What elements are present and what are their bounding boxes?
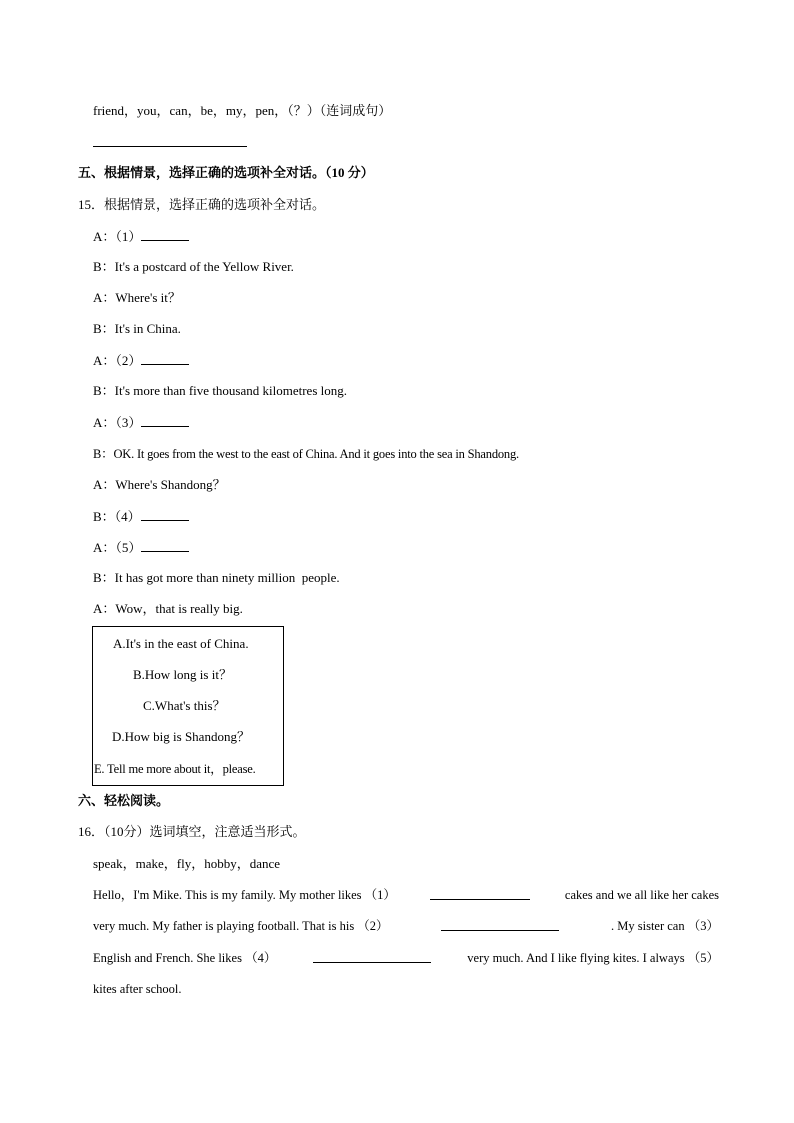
dialogue-text: OK. It goes from the west to the east of China. And it goes into the sea in Shandong. [113, 447, 519, 461]
passage-blank-1[interactable] [430, 887, 530, 900]
passage-text: Hello，I'm Mike. This is my family. My mother likes （1） [93, 888, 396, 902]
answer-blank-5[interactable] [141, 539, 189, 552]
dialogue-line-1 [93, 228, 189, 245]
option-e: E. Tell me more about it，please. [94, 762, 256, 776]
dialogue-line-11 [93, 539, 189, 556]
dialogue-line-7 [93, 414, 189, 431]
dialogue-line-12 [93, 570, 340, 586]
option-d: D.How big is Shandong？ [112, 729, 250, 744]
option-b: B.How long is it？ [133, 667, 232, 682]
passage-text: very much. And I like flying kites. I always （5） [467, 951, 719, 965]
dialogue-text: （2） [115, 353, 142, 368]
q14-words: friend，you，can，be，my，pen，（？）（连词成句） [93, 103, 392, 118]
answer-blank-1[interactable] [141, 228, 189, 241]
dialogue-text: （5） [115, 540, 142, 555]
speaker: A： [93, 601, 116, 616]
dialogue-text: Where's it？ [115, 290, 181, 305]
passage-text: English and French. She likes （4） [93, 951, 277, 965]
speaker: B： [93, 383, 115, 398]
passage-line-2 [93, 918, 719, 934]
speaker: B： [93, 447, 114, 461]
option-a: A.It's in the east of China. [113, 636, 249, 651]
q14-answer-line[interactable] [93, 146, 247, 147]
dialogue-line-6 [93, 383, 347, 399]
section5-heading: 五、根据情景，选择正确的选项补全对话。（10 分） [78, 165, 374, 180]
options-box [92, 626, 284, 786]
passage-text: very much. My father is playing football. That is his （2） [93, 919, 389, 933]
dialogue-line-10 [93, 508, 189, 525]
dialogue-text: Where's Shandong？ [115, 477, 226, 492]
passage-blank-4[interactable] [313, 950, 431, 963]
dialogue-text: It's a postcard of the Yellow River. [114, 259, 294, 274]
dialogue-line-9 [93, 477, 226, 493]
dialogue-text: It has got more than ninety million people. [114, 570, 340, 585]
passage-line-3 [93, 950, 719, 966]
q15-prompt: 15．根据情景，选择正确的选项补全对话。 [78, 197, 326, 212]
dialogue-line-13 [93, 601, 243, 617]
q16-prompt: 16．（10分）选词填空，注意适当形式。 [78, 824, 306, 839]
dialogue-line-8 [93, 446, 519, 462]
passage-text: . My sister can （3） [611, 919, 719, 933]
passage-line-4: kites after school. [93, 982, 182, 996]
answer-blank-2[interactable] [141, 352, 189, 365]
section6-heading: 六、轻松阅读。 [78, 793, 170, 808]
passage-line-1 [93, 887, 719, 903]
dialogue-text: （1） [115, 229, 142, 244]
speaker: A： [93, 415, 116, 430]
speaker: A： [93, 353, 116, 368]
dialogue-text: （4） [114, 509, 141, 524]
speaker: B： [93, 509, 115, 524]
answer-blank-4[interactable] [141, 508, 189, 521]
dialogue-line-5 [93, 352, 189, 369]
speaker: A： [93, 477, 116, 492]
speaker: B： [93, 321, 115, 336]
speaker: A： [93, 540, 116, 555]
dialogue-text: Wow，that is really big. [115, 601, 243, 616]
dialogue-line-2 [93, 259, 294, 275]
dialogue-line-3 [93, 290, 181, 306]
dialogue-text: It's more than five thousand kilometres long. [114, 383, 347, 398]
option-c: C.What's this？ [143, 698, 226, 713]
answer-blank-3[interactable] [141, 414, 189, 427]
passage-blank-2[interactable] [441, 918, 559, 931]
speaker: B： [93, 259, 115, 274]
passage-text: cakes and we all like her cakes [564, 888, 719, 902]
speaker: A： [93, 229, 116, 244]
word-bank: speak，make，fly，hobby，dance [93, 856, 281, 871]
dialogue-text: It's in China. [114, 321, 181, 336]
speaker: A： [93, 290, 116, 305]
speaker: B： [93, 570, 115, 585]
dialogue-text: （3） [115, 415, 142, 430]
dialogue-line-4 [93, 321, 181, 337]
